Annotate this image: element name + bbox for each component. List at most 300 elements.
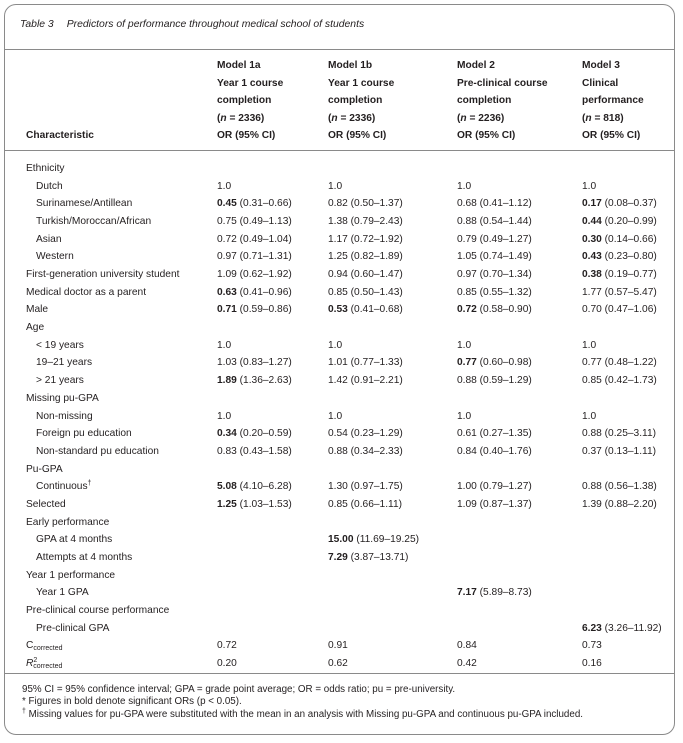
table-cell: [457, 481, 532, 493]
table-cell: [328, 411, 342, 423]
table-cell: [582, 340, 596, 352]
table-cell: [582, 623, 662, 635]
column-statistic: OR (95% CI): [217, 130, 276, 142]
odds-ratio: 1.0: [217, 339, 232, 351]
row-label: [36, 587, 89, 599]
odds-ratio: 0.85: [457, 286, 477, 298]
table-cell: [582, 181, 596, 193]
confidence-interval: (0.91–2.21): [347, 375, 403, 387]
confidence-interval: (0.79–1.27): [476, 481, 532, 493]
table-cell: [582, 446, 656, 458]
table-cell: [328, 428, 403, 440]
footnote-mark: †: [22, 707, 26, 715]
row-label: [36, 181, 63, 193]
row-label: [26, 163, 65, 175]
footnote: [22, 709, 583, 721]
table-cell: [457, 181, 471, 193]
column-header: [457, 57, 548, 145]
odds-ratio: 0.83: [217, 445, 237, 457]
table-cell: [328, 375, 403, 387]
table-cell: [217, 234, 292, 246]
column-header-line: Model 1a: [217, 60, 261, 71]
table-cell: [457, 375, 532, 387]
table-cell: [328, 357, 403, 369]
table-cell: [457, 269, 532, 281]
table-cell: [217, 446, 292, 458]
row-label-text: Pre-clinical course performance: [26, 605, 170, 616]
row-label: [26, 269, 179, 281]
odds-ratio: 0.37: [582, 445, 602, 457]
odds-ratio: 1.89: [217, 375, 237, 387]
confidence-interval: (0.43–1.58): [236, 445, 292, 457]
table-cell: [457, 446, 532, 458]
odds-ratio: 0.72: [457, 304, 477, 316]
confidence-interval: (0.27–1.35): [476, 428, 532, 440]
row-label-text: Selected: [26, 498, 66, 510]
table-cell: [582, 357, 657, 369]
sample-size-symbol: n: [460, 112, 467, 124]
table-cell: [217, 375, 292, 387]
column-header-line: completion: [217, 95, 272, 107]
row-label-text: Western: [36, 251, 74, 263]
odds-ratio: 0.68: [457, 198, 477, 210]
odds-ratio: 0.82: [328, 198, 348, 210]
column-sample-size: (n = 2336): [217, 112, 265, 124]
confidence-interval: (0.88–2.20): [601, 498, 657, 510]
odds-ratio: 0.88: [328, 445, 348, 457]
odds-ratio: 0.85: [328, 286, 348, 298]
odds-ratio: 0.84: [457, 445, 477, 457]
table-caption: [20, 19, 364, 30]
top-rule: [5, 49, 674, 50]
confidence-interval: (0.42–1.73): [601, 375, 657, 387]
table-cell: [328, 216, 403, 228]
table-cell: [582, 411, 596, 423]
row-label: [36, 340, 84, 352]
table-cell: [217, 658, 237, 670]
row-label: [26, 287, 146, 299]
confidence-interval: (0.58–0.90): [476, 304, 532, 316]
odds-ratio: 0.16: [582, 658, 602, 670]
table-cell: [328, 304, 403, 316]
confidence-interval: (5.89–8.73): [476, 587, 532, 599]
table-cell: [217, 640, 237, 652]
row-label: [36, 234, 61, 246]
column-header-line: completion: [457, 95, 512, 107]
table-cell: [582, 640, 602, 652]
column-sample-size: (n = 2336): [328, 112, 376, 124]
row-label: [26, 605, 169, 617]
confidence-interval: (0.13–1.11): [601, 445, 657, 457]
row-label: [36, 251, 74, 263]
table-cell: [328, 269, 403, 281]
odds-ratio: 1.0: [328, 180, 343, 192]
table-cell: [328, 534, 419, 546]
table-cell: [217, 481, 292, 493]
odds-ratio: 1.0: [457, 339, 472, 351]
odds-ratio: 1.01: [328, 357, 348, 369]
confidence-interval: (0.59–1.29): [476, 375, 532, 387]
column-header-line: Year 1 course: [217, 77, 284, 89]
odds-ratio: 0.88: [457, 216, 477, 228]
row-label-text: Continuous: [36, 481, 88, 493]
confidence-interval: (4.10–6.28): [236, 481, 292, 493]
odds-ratio: 0.75: [217, 216, 237, 228]
confidence-interval: (0.49–1.13): [236, 216, 292, 228]
table-cell: [582, 287, 657, 299]
column-statistic: OR (95% CI): [582, 130, 641, 142]
table-cell: [457, 357, 532, 369]
odds-ratio: 0.97: [217, 251, 237, 263]
odds-ratio: 0.97: [457, 269, 477, 281]
column-header-line: performance: [582, 95, 644, 107]
footnote: [22, 684, 455, 696]
table-cell: [582, 428, 656, 440]
odds-ratio: 1.09: [217, 269, 237, 281]
table-cell: [217, 357, 292, 369]
odds-ratio: 1.0: [582, 339, 597, 351]
row-label-text: Year 1 GPA: [36, 587, 89, 599]
confidence-interval: (0.66–1.11): [347, 498, 403, 510]
confidence-interval: (0.87–1.37): [476, 498, 532, 510]
table-cell: [328, 234, 403, 246]
odds-ratio: 1.0: [217, 180, 232, 192]
confidence-interval: (0.79–2.43): [347, 216, 403, 228]
confidence-interval: (0.14–0.66): [601, 233, 657, 245]
row-label-subscript: corrected: [33, 663, 63, 671]
column-statistic: OR (95% CI): [457, 130, 516, 142]
odds-ratio: 0.72: [217, 233, 237, 245]
odds-ratio: 0.38: [582, 269, 602, 281]
table-cell: [582, 234, 657, 246]
odds-ratio: 0.63: [217, 286, 237, 298]
confidence-interval: (3.26–11.92): [601, 622, 662, 634]
odds-ratio: 1.09: [457, 498, 477, 510]
odds-ratio: 5.08: [217, 481, 237, 493]
odds-ratio: 0.34: [217, 428, 237, 440]
row-label-text: Pre-clinical GPA: [36, 622, 110, 634]
table-cell: [582, 658, 602, 670]
odds-ratio: 1.25: [328, 251, 348, 263]
row-label-text: Attempts at 4 months: [36, 551, 133, 563]
column-statistic: OR (95% CI): [328, 130, 387, 142]
sample-size-symbol: n: [585, 112, 592, 124]
table-cell: [328, 181, 342, 193]
confidence-interval: (3.87–13.71): [347, 551, 409, 563]
row-label-text: Pu-GPA: [26, 463, 63, 475]
odds-ratio: 0.61: [457, 428, 477, 440]
confidence-interval: (0.40–1.76): [476, 445, 532, 457]
row-label-text: First-generation university student: [26, 269, 180, 281]
table-cell: [328, 340, 342, 352]
row-label-text: Foreign pu education: [36, 428, 132, 440]
row-label: [36, 357, 92, 369]
odds-ratio: 0.30: [582, 233, 602, 245]
footnote-text: * Figures in bold denote significant ORs (p < 0.05).: [22, 696, 242, 708]
row-label: [26, 464, 63, 476]
column-header: [328, 57, 394, 145]
footnote-text: Missing values for pu-GPA were substituted with the mean in an analysis with Missing pu-GPA and continuous pu-GPA included.: [25, 708, 583, 720]
characteristic-header: Characteristic: [26, 130, 94, 141]
row-label: [26, 499, 66, 511]
odds-ratio: 0.20: [217, 658, 237, 670]
table-cell: [582, 216, 657, 228]
odds-ratio: 7.29: [328, 551, 348, 563]
sample-size-symbol: n: [220, 112, 227, 124]
footnote-text: 95% CI = 95% confidence interval; GPA = grade point average; OR = odds ratio; pu = pre-university.: [22, 684, 456, 695]
row-label-subscript: corrected: [33, 645, 63, 653]
odds-ratio: 0.70: [582, 304, 602, 316]
table-number: Table 3: [20, 19, 54, 30]
odds-ratio: 1.03: [217, 357, 237, 369]
table-cell: [457, 499, 532, 511]
confidence-interval: (0.20–0.59): [236, 428, 292, 440]
confidence-interval: (0.55–1.32): [476, 286, 532, 298]
table-cell: [217, 411, 231, 423]
table-cell: [217, 198, 292, 210]
confidence-interval: (0.83–1.27): [236, 357, 292, 369]
row-label-text: C: [26, 640, 34, 652]
row-label-text: > 21 years: [36, 375, 84, 387]
confidence-interval: (0.08–0.37): [601, 198, 657, 210]
table-cell: [457, 234, 532, 246]
confidence-interval: (0.50–1.43): [347, 286, 403, 298]
odds-ratio: 15.00: [328, 534, 354, 546]
odds-ratio: 0.72: [217, 640, 237, 652]
odds-ratio: 1.00: [457, 481, 477, 493]
table-cell: [457, 640, 477, 652]
table-cell: [582, 198, 657, 210]
row-label-text: Asian: [36, 233, 62, 245]
row-label-text: Turkish/Moroccan/African: [36, 216, 152, 228]
row-label: [26, 570, 115, 582]
column-header-line: Model 3: [582, 60, 620, 71]
odds-ratio: 1.0: [217, 410, 232, 422]
row-label-text: Medical doctor as a parent: [26, 286, 147, 298]
odds-ratio: 0.88: [582, 481, 602, 493]
row-label: [36, 428, 132, 440]
confidence-interval: (0.41–0.96): [236, 286, 292, 298]
row-label: [36, 216, 151, 228]
table-cell: [217, 269, 292, 281]
row-label: [26, 640, 63, 652]
odds-ratio: 0.77: [457, 357, 477, 369]
row-label: [36, 375, 84, 387]
confidence-interval: (0.31–0.66): [236, 198, 292, 210]
confidence-interval: (0.54–1.44): [476, 216, 532, 228]
odds-ratio: 1.0: [582, 410, 597, 422]
row-label-text: Dutch: [36, 180, 63, 192]
confidence-interval: (0.49–1.27): [476, 233, 532, 245]
confidence-interval: (0.74–1.49): [476, 251, 532, 263]
table-cell: [328, 640, 348, 652]
odds-ratio: 0.85: [328, 498, 348, 510]
confidence-interval: (0.60–0.98): [476, 357, 532, 369]
table-cell: [457, 287, 532, 299]
column-header-line: Clinical: [582, 77, 619, 89]
odds-ratio: 1.0: [328, 339, 343, 351]
row-label-text: Non-standard pu education: [36, 445, 159, 457]
confidence-interval: (0.57–5.47): [601, 286, 657, 298]
confidence-interval: (0.71–1.31): [236, 251, 292, 263]
column-header-line: Model 2: [457, 60, 495, 71]
table-cell: [328, 446, 403, 458]
confidence-interval: (0.62–1.92): [236, 269, 292, 281]
column-header-line: completion: [328, 95, 383, 107]
table-cell: [328, 287, 403, 299]
table-cell: [217, 251, 292, 263]
table-cell: [457, 304, 532, 316]
confidence-interval: (0.70–1.34): [476, 269, 532, 281]
odds-ratio: 0.17: [582, 198, 602, 210]
table-cell: [328, 198, 403, 210]
bottom-rule: [5, 673, 674, 674]
confidence-interval: (0.77–1.33): [347, 357, 403, 369]
confidence-interval: (0.97–1.75): [347, 481, 403, 493]
row-label-text: Non-missing: [36, 410, 93, 422]
row-label-text: Missing pu-GPA: [26, 392, 99, 404]
table-cell: [217, 499, 292, 511]
odds-ratio: 0.53: [328, 304, 348, 316]
confidence-interval: (0.72–1.92): [347, 233, 403, 245]
odds-ratio: 1.05: [457, 251, 477, 263]
confidence-interval: (0.59–0.86): [236, 304, 292, 316]
row-label-text: GPA at 4 months: [36, 534, 113, 546]
table-title: Predictors of performance throughout medical school of students: [66, 19, 365, 30]
odds-ratio: 1.38: [328, 216, 348, 228]
column-header: [217, 57, 283, 145]
confidence-interval: (0.47–1.06): [601, 304, 657, 316]
column-sample-size: (n = 818): [582, 112, 624, 124]
table-cell: [582, 251, 657, 263]
table-cell: [582, 269, 657, 281]
table-cell: [217, 428, 292, 440]
table-cell: [457, 216, 532, 228]
row-label: [26, 322, 44, 334]
odds-ratio: 0.79: [457, 233, 477, 245]
odds-ratio: 1.30: [328, 481, 348, 493]
row-label-text: < 19 years: [36, 339, 84, 351]
header-rule: [5, 150, 674, 151]
row-label: [26, 393, 99, 405]
column-header-line: Pre-clinical course: [457, 77, 548, 89]
table-cell: [328, 251, 403, 263]
row-label-text: R: [26, 658, 34, 670]
odds-ratio: 7.17: [457, 587, 477, 599]
confidence-interval: (0.82–1.89): [347, 251, 403, 263]
row-label: [26, 517, 109, 529]
table-cell: [457, 658, 477, 670]
column-header-line: Year 1 course: [328, 77, 395, 89]
row-label-text: Age: [26, 322, 45, 334]
table-cell: [217, 340, 231, 352]
row-label: [36, 411, 93, 423]
row-label-text: Early performance: [26, 516, 110, 528]
confidence-interval: (0.25–3.11): [601, 428, 657, 440]
odds-ratio: 0.54: [328, 428, 348, 440]
row-label-text: Year 1 performance: [26, 569, 116, 581]
footnote: [22, 696, 242, 708]
row-label-superscript: 2: [33, 657, 38, 665]
confidence-interval: (0.56–1.38): [601, 481, 657, 493]
table-cell: [328, 499, 402, 511]
column-sample-size: (n = 2236): [457, 112, 505, 124]
odds-ratio: 1.0: [582, 180, 597, 192]
row-label: [26, 658, 62, 670]
odds-ratio: 1.0: [457, 410, 472, 422]
confidence-interval: (0.41–0.68): [347, 304, 403, 316]
table-cell: [582, 499, 657, 511]
row-label-text: Male: [26, 304, 49, 316]
odds-ratio: 0.88: [582, 428, 602, 440]
odds-ratio: 0.43: [582, 251, 602, 263]
table-cell: [328, 552, 408, 564]
confidence-interval: (11.69–19.25): [353, 534, 420, 546]
table-cell: [457, 587, 532, 599]
table-cell: [457, 411, 471, 423]
table-cell: [457, 428, 532, 440]
odds-ratio: 0.85: [582, 375, 602, 387]
table-cell: [457, 340, 471, 352]
row-label-text: Ethnicity: [26, 163, 65, 174]
confidence-interval: (0.41–1.12): [476, 198, 532, 210]
odds-ratio: 0.88: [457, 375, 477, 387]
table-cell: [217, 287, 292, 299]
odds-ratio: 6.23: [582, 622, 602, 634]
odds-ratio: 1.77: [582, 286, 602, 298]
column-header: [582, 57, 644, 145]
confidence-interval: (0.23–0.80): [601, 251, 657, 263]
confidence-interval: (0.20–0.99): [601, 216, 657, 228]
table-cell: [582, 481, 657, 493]
column-header-line: Model 1b: [328, 60, 373, 71]
odds-ratio: 0.94: [328, 269, 348, 281]
row-label: [36, 552, 132, 564]
row-label: [36, 534, 112, 546]
sample-size-symbol: n: [331, 112, 338, 124]
row-label: [36, 623, 109, 635]
table-cell: [217, 216, 292, 228]
odds-ratio: 0.42: [457, 658, 477, 670]
table-cell: [582, 304, 657, 316]
confidence-interval: (1.36–2.63): [236, 375, 292, 387]
table-cell: [328, 481, 403, 493]
row-label-text: Surinamese/Antillean: [36, 198, 133, 210]
row-label: [26, 304, 48, 316]
odds-ratio: 0.45: [217, 198, 237, 210]
confidence-interval: (0.50–1.37): [347, 198, 403, 210]
confidence-interval: (0.23–1.29): [347, 428, 403, 440]
odds-ratio: 0.77: [582, 357, 602, 369]
confidence-interval: (1.03–1.53): [236, 498, 292, 510]
row-label-text: 19–21 years: [36, 357, 93, 369]
confidence-interval: (0.19–0.77): [601, 269, 657, 281]
odds-ratio: 1.0: [328, 410, 343, 422]
table-cell: [217, 304, 292, 316]
table-cell: [457, 251, 532, 263]
odds-ratio: 1.39: [582, 498, 602, 510]
confidence-interval: (0.34–2.33): [347, 445, 403, 457]
odds-ratio: 1.0: [457, 180, 472, 192]
odds-ratio: 0.71: [217, 304, 237, 316]
table-cell: [328, 658, 348, 670]
row-label: [36, 446, 159, 458]
odds-ratio: 1.25: [217, 498, 237, 510]
confidence-interval: (0.49–1.04): [236, 233, 292, 245]
row-label: [36, 198, 132, 210]
odds-ratio: 1.42: [328, 375, 348, 387]
odds-ratio: 0.84: [457, 640, 477, 652]
